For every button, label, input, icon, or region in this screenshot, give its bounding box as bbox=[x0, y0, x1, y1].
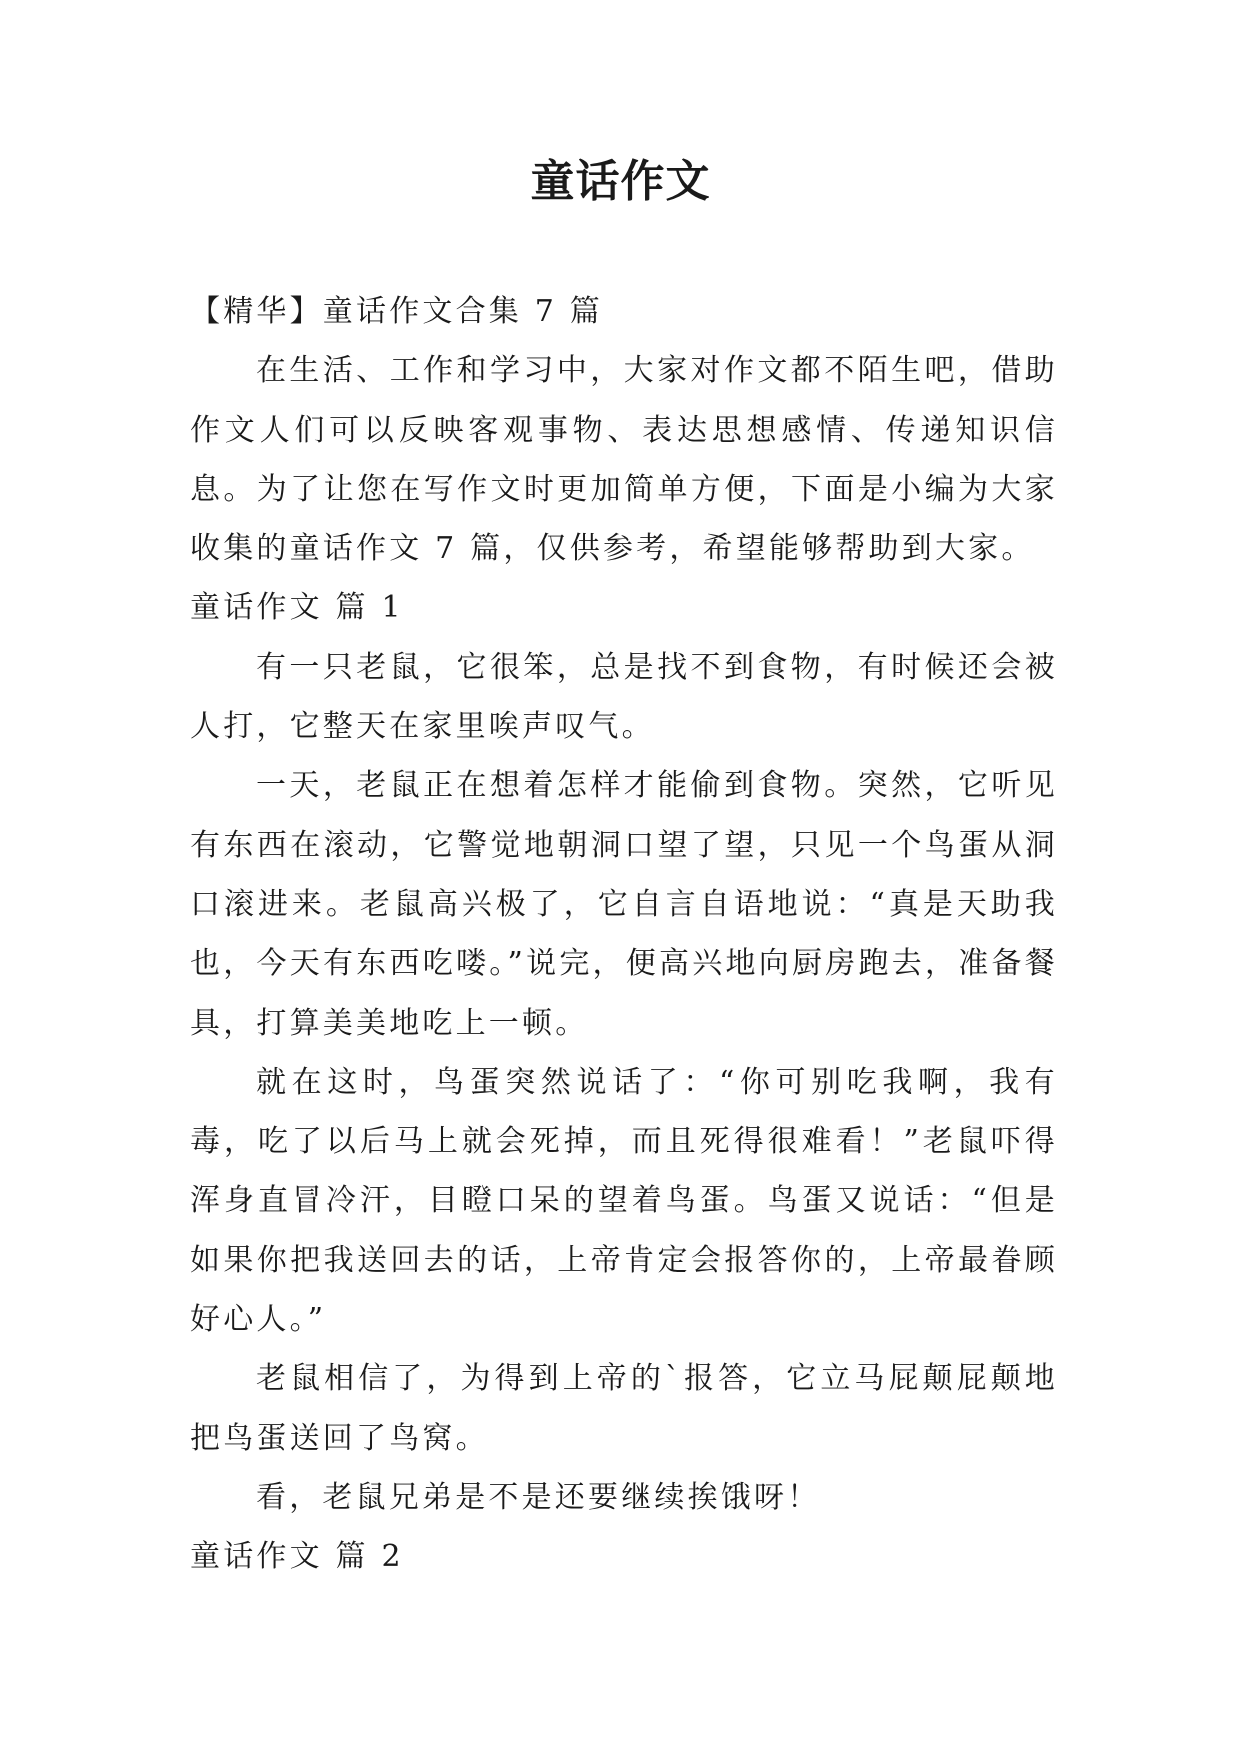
document-body bbox=[190, 282, 1058, 1587]
story-paragraph: 有一只老鼠，它很笨，总是找不到食物，有时候还会被人打，它整天在家里唉声叹气。 bbox=[190, 649, 1058, 745]
story-paragraph: 老鼠相信了，为得到上帝的`报答，它立马屁颠屁颠地把鸟蛋送回了鸟窝。 bbox=[190, 1361, 1058, 1456]
section-heading-2: 童话作文 篇 2 bbox=[190, 1539, 404, 1575]
document-subtitle: 【精华】童话作文合集 7 篇 bbox=[190, 294, 603, 329]
document-title: 童话作文 bbox=[530, 156, 711, 207]
story-paragraph: 就在这时，鸟蛋突然说话了：“你可别吃我啊，我有毒，吃了以后马上就会死掉，而且死得很难看！”老鼠吓得浑身直冒冷汗，目瞪口呆的望着鸟蛋。鸟蛋又说话：“但是如果你把我送回去的话，上帝肯定会报答你的，上帝最眷顾好心人。” bbox=[190, 1064, 1058, 1338]
section-heading-1: 童话作文 篇 1 bbox=[190, 590, 404, 626]
story-paragraph: 一天，老鼠正在想着怎样才能偷到食物。突然，它听见有东西在滚动，它警觉地朝洞口望了望，只见一个鸟蛋从洞口滚进来。老鼠高兴极了，它自言自语地说：“真是天助我也，今天有东西吃喽。”说完，便高兴地向厨房跑去，准备餐具，打算美美地吃上一顿。 bbox=[190, 768, 1058, 1041]
story-paragraph: 看，老鼠兄弟是不是还要继续挨饿呀！ bbox=[256, 1479, 821, 1515]
intro-paragraph: 在生活、工作和学习中，大家对作文都不陌生吧，借助作文人们可以反映客观事物、表达思想感情、传递知识信息。为了让您在写作文时更加简单方便，下面是小编为大家收集的童话作文 7 篇，仅供参考，希望能够帮助到大家。 bbox=[190, 353, 1058, 567]
